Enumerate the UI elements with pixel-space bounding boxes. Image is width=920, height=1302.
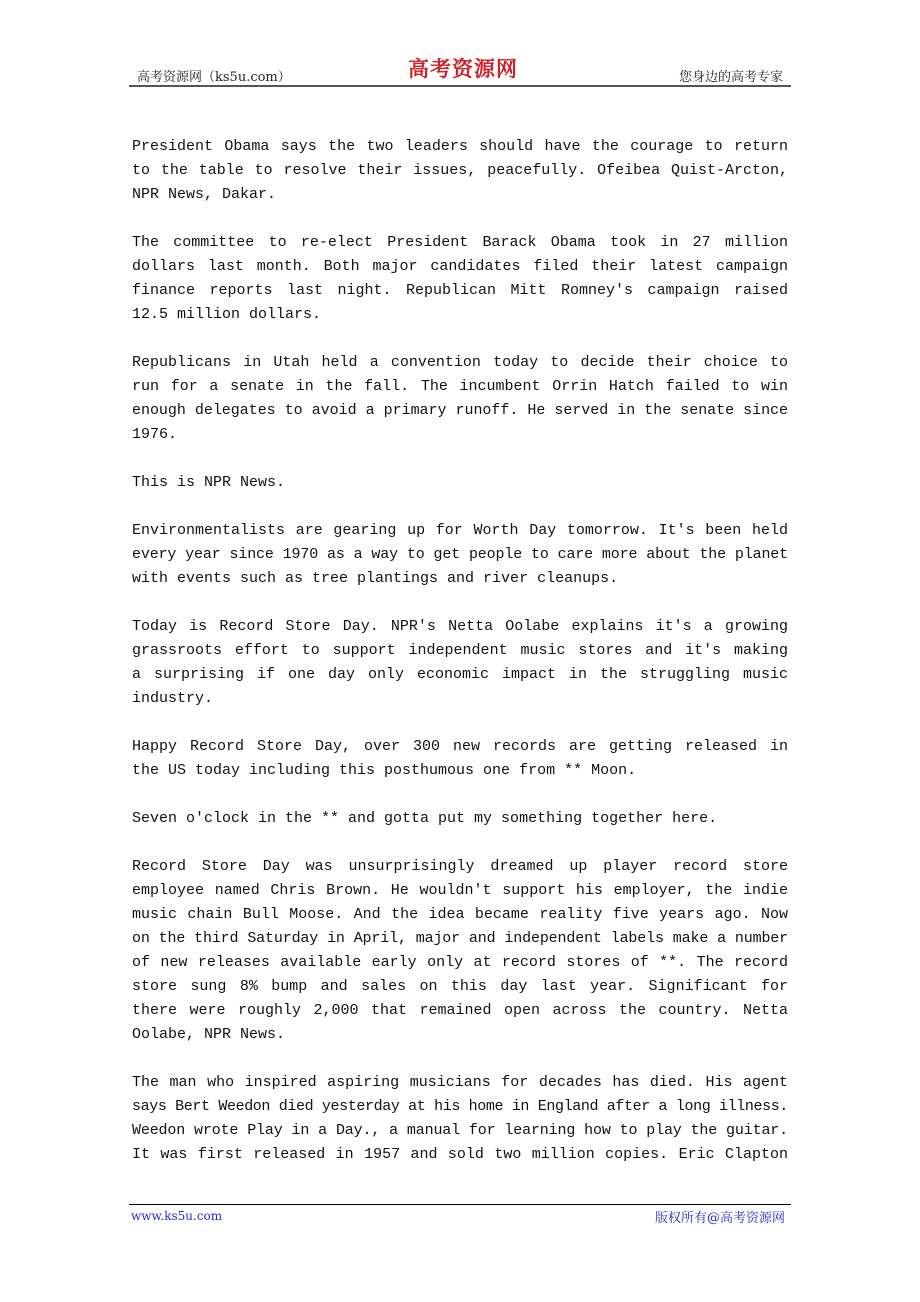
text-line: of new releases available early only at record stores of **. The record [132,954,788,971]
text-line: Happy Record Store Day, over 300 new records are getting released in [132,738,788,755]
paragraph [132,519,788,591]
text-line: employee named Chris Brown. He wouldn't support his employer, the indie [132,882,788,899]
paragraph [132,351,788,447]
text-line: The committee to re-elect President Barack Obama took in 27 million [132,234,788,251]
text-line: Record Store Day was unsurprisingly dreamed up player record store [132,858,788,875]
text-line: industry. [132,690,214,707]
paragraph [132,807,788,831]
text-line: Today is Record Store Day. NPR's Netta Oolabe explains it's a growing [132,618,788,635]
text-line: NPR News, Dakar. [132,186,277,203]
text-line: 12.5 million dollars. [132,306,322,323]
text-line: Oolabe, NPR News. [132,1026,286,1043]
text-line: Weedon wrote Play in a Day., a manual for learning how to play the guitar. [132,1122,788,1139]
paragraph [132,615,788,711]
text-line: on the third Saturday in April, major and independent labels make a number [132,930,788,947]
text-line: says Bert Weedon died yesterday at his home in England after a long illness. [132,1098,788,1115]
text-line: every year since 1970 as a way to get people to care more about the planet [132,546,788,563]
header-divider [129,85,791,87]
header-logo: 高考资源网 [408,56,518,81]
text-line: enough delegates to avoid a primary runoff. He served in the senate since [132,402,788,419]
document-body [132,135,788,1191]
text-line: Environmentalists are gearing up for Worth Day tomorrow. It's been held [132,522,788,539]
text-line: run for a senate in the fall. The incumbent Orrin Hatch failed to win [132,378,788,395]
text-line: Republicans in Utah held a convention today to decide their choice to [132,354,788,371]
paragraph [132,855,788,1047]
text-line: store sung 8% bump and sales on this day last year. Significant for [132,978,788,995]
text-line: Seven o'clock in the ** and gotta put my something together here. [132,810,718,827]
paragraph [132,471,788,495]
text-line: The man who inspired aspiring musicians for decades has died. His agent [132,1074,788,1091]
paragraph [132,735,788,783]
text-line: It was first released in 1957 and sold two million copies. Eric Clapton [132,1146,788,1163]
text-line: there were roughly 2,000 that remained open across the country. Netta [132,1002,788,1019]
text-line: dollars last month. Both major candidates filed their latest campaign [132,258,788,275]
paragraph [132,231,788,327]
text-line: President Obama says the two leaders should have the courage to return [132,138,788,155]
text-line: to the table to resolve their issues, peacefully. Ofeibea Quist-Arcton, [132,162,788,179]
text-line: This is NPR News. [132,474,286,491]
paragraph [132,1071,788,1167]
text-line: the US today including this posthumous one from ** Moon. [132,762,637,779]
text-line: music chain Bull Moose. And the idea became reality five years ago. Now [132,906,788,923]
footer-link[interactable]: www.ks5u.com [131,1209,223,1223]
text-line: with events such as tree plantings and river cleanups. [132,570,619,587]
paragraph [132,135,788,207]
text-line: finance reports last night. Republican Mitt Romney's campaign raised [132,282,788,299]
text-line: 1976. [132,426,178,443]
text-line: grassroots effort to support independent music stores and it's making [132,642,788,659]
header-slogan: 您身边的高考专家 [678,70,783,85]
header-site-name: 高考资源网（ks5u.com） [137,70,291,85]
footer-copyright: 版权所有@高考资源网 [654,1211,785,1226]
footer-divider [129,1204,791,1205]
text-line: a surprising if one day only economic impact in the struggling music [132,666,788,683]
